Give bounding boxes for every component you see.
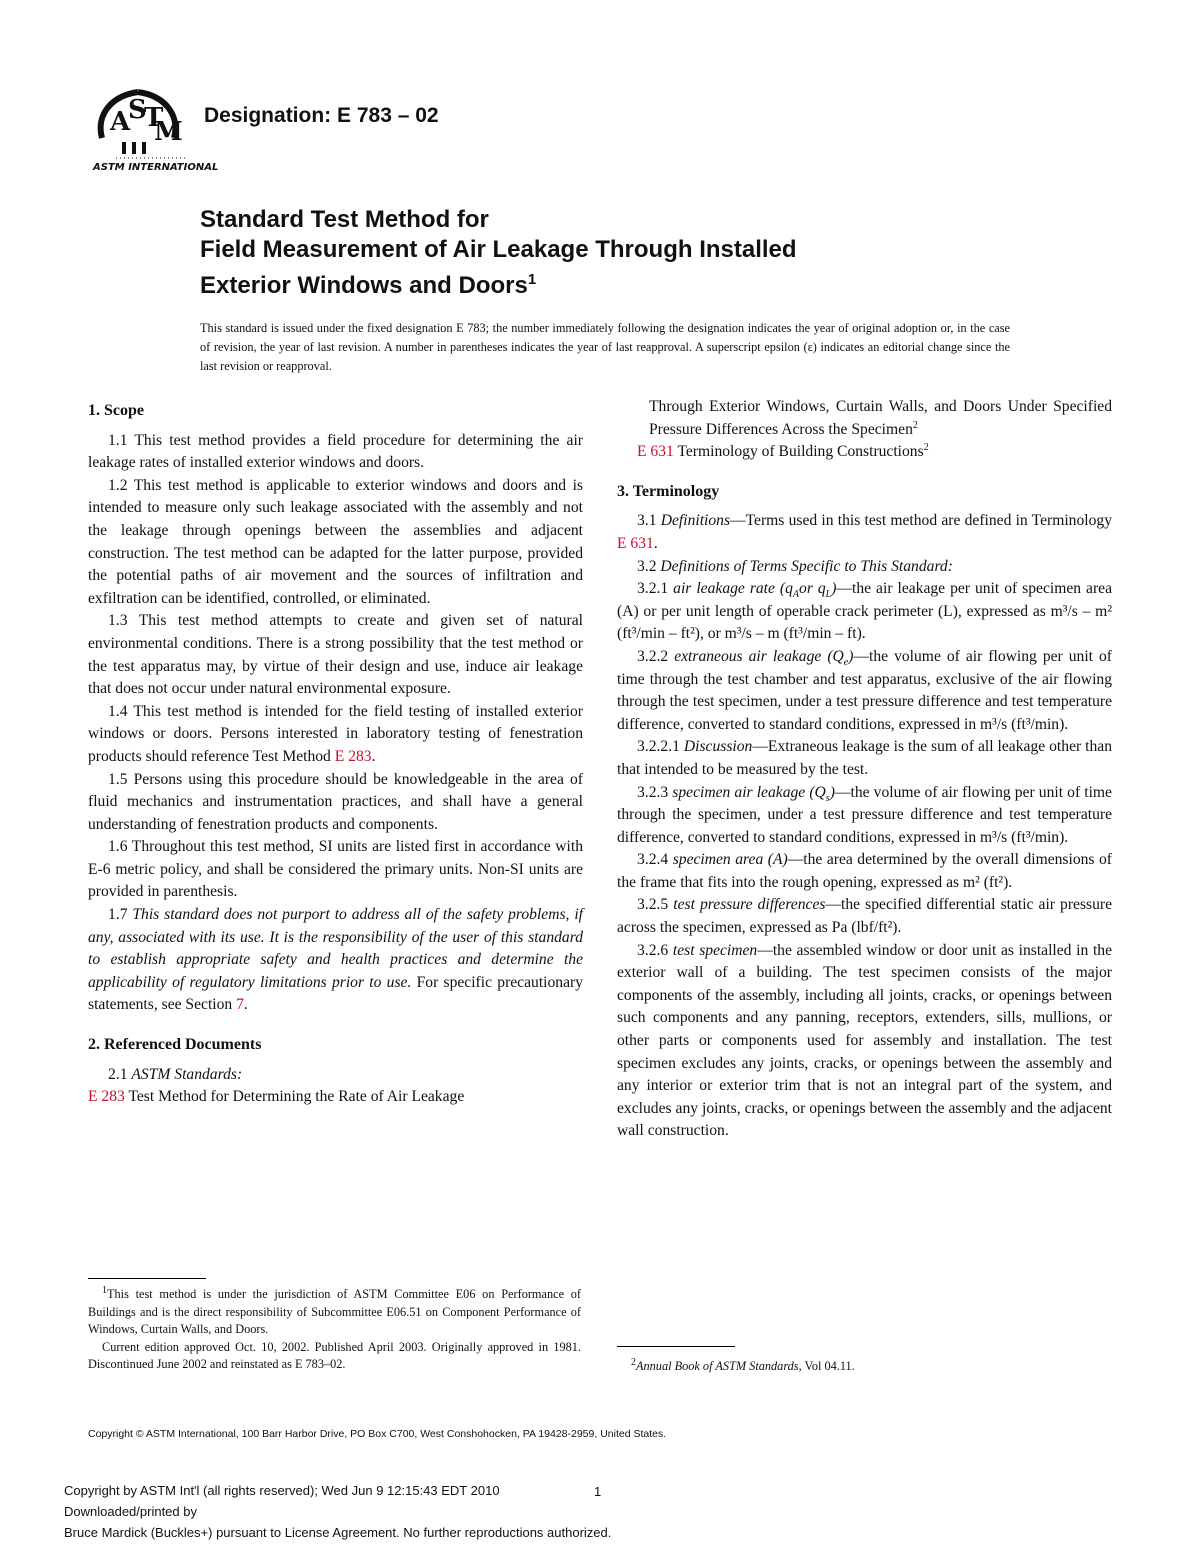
sub-e: e bbox=[843, 657, 849, 669]
title-block bbox=[200, 205, 1100, 301]
para-1-5: 1.5 Persons using this procedure should be knowledgeable in the area of fluid mechanics and instrumentation practices, and shall have a general understanding of fenestration products and components. bbox=[88, 770, 583, 833]
link-e283[interactable]: E 283 bbox=[334, 747, 372, 765]
para-3-2-6-num: 3.2.6 bbox=[637, 941, 673, 959]
para-3-2-3 bbox=[617, 782, 1112, 850]
footnote-2-title: Annual Book of ASTM Standards bbox=[636, 1359, 799, 1373]
copyright-line: Copyright © ASTM International, 100 Barr Harbor Drive, PO Box C700, West Conshohocken, PA 19428-2959, United States. bbox=[88, 1428, 667, 1440]
footnote-2-mark: 2 bbox=[631, 1356, 636, 1368]
footnote-2-text: , Vol 04.11. bbox=[798, 1359, 855, 1373]
title-line-2: Field Measurement of Air Leakage Through Installed bbox=[200, 236, 797, 263]
para-3-2-1 bbox=[617, 578, 1112, 646]
link-e631[interactable]: E 631 bbox=[617, 534, 654, 552]
para-3-2-3-text: —the volume of air flowing per unit of time through the specimen, under a test pressure difference and test temperature difference, converted to standard conditions, expressed in m³/s (ft³/min). bbox=[617, 783, 1112, 846]
para-3-2-2-num: 3.2.2 bbox=[637, 647, 675, 665]
para-3-2-5-text: —the specified differential static air pressure across the specimen, expressed as Pa (lbf/ft²). bbox=[617, 896, 1113, 937]
svg-text:S: S bbox=[128, 95, 147, 125]
ref-e283-line bbox=[88, 1086, 583, 1109]
svg-text:T: T bbox=[144, 103, 164, 133]
ref-e283-link[interactable]: E 283 bbox=[88, 1088, 125, 1106]
footnote-1 bbox=[88, 1286, 581, 1374]
safety-statement: This standard does not purport to address all of the safety problems, if any, associated with its use. It is the responsibility of the user of this standard to establish appropriate safety and health practices and determine the applicability of regulatory limitations prior to use. bbox=[88, 906, 583, 991]
para-3-1-term: Definitions bbox=[660, 512, 731, 530]
para-1-7 bbox=[88, 904, 583, 1017]
para-3-2-5-num: 3.2.5 bbox=[637, 896, 674, 914]
term-close: ) bbox=[848, 647, 854, 665]
para-1-3: 1.3 This test method attempts to create and given set of natural environmental conditions. There is a strong possibility that the test method or the test apparatus may, by virtue of their design and use, induce air leakage that does not occur under natural environmental exposure. bbox=[88, 612, 583, 698]
term-specimen-area: specimen area (A) bbox=[672, 851, 788, 869]
title-line-1: Standard Test Method for bbox=[200, 206, 489, 233]
footnote-rule-right bbox=[617, 1346, 735, 1347]
para-3-2-label: Definitions of Terms Specific to This Standard: bbox=[660, 557, 953, 575]
para-3-2-1-num: 3.2.1 bbox=[637, 580, 674, 598]
para-1-4-text: 1.4 This test method is intended for the field testing of installed exterior windows or doors. Persons interested in laboratory testing of fenestration products should reference Test Method bbox=[88, 702, 583, 765]
para-3-2-5 bbox=[617, 894, 1112, 939]
para-1-2: 1.2 This test method is applicable to exterior windows and doors and is intended to measure only such leakage associated with the assembly and not the leakage through openings between the assemblies and adjacent construction. The test method can be adapted for the latter purpose, provided the potential paths of air movement and the sources of infiltration and exfiltration can be identified, controlled, or eliminated. bbox=[88, 476, 583, 607]
para-3-2-4 bbox=[617, 849, 1112, 894]
para-3-2-4-num: 3.2.4 bbox=[637, 851, 673, 869]
astm-logo bbox=[88, 86, 219, 174]
ref-e631-link[interactable]: E 631 bbox=[637, 443, 674, 461]
svg-text:M: M bbox=[154, 117, 183, 147]
para-3-1-text: —Terms used in this test method are defined in Terminology bbox=[730, 512, 1112, 530]
para-1-4-end: . bbox=[371, 747, 376, 765]
term-air-leakage-rate-text: air leakage rate (q bbox=[673, 580, 793, 598]
footnote-1-edition: Current edition approved Oct. 10, 2002. Published April 2003. Originally approved in 1981. Discontinued June 2002 and reinstated as E 783–02. bbox=[88, 1339, 581, 1371]
footnote-1-text: This test method is under the jurisdiction of ASTM Committee E06 on Performance of Buildings and is the direct responsibility of Subcommittee E06.51 on Component Performance of Windows, Curtain Walls, and Doors. bbox=[88, 1287, 581, 1336]
svg-text:A: A bbox=[110, 107, 131, 137]
logo-text: ASTM INTERNATIONAL bbox=[93, 162, 219, 173]
sub-a: A bbox=[792, 589, 800, 601]
para-3-2-2-1 bbox=[617, 736, 1112, 781]
ref-e631-text: Terminology of Building Constructions bbox=[673, 443, 924, 461]
ref-e631-line bbox=[617, 441, 1112, 464]
footnote-1-mark: 1 bbox=[102, 1284, 107, 1296]
download-line-2: Downloaded/printed by bbox=[64, 1504, 197, 1519]
ref-e283-cont-text: Through Exterior Windows, Curtain Walls, and Doors Under Specified Pressure Differences Across the Specimen bbox=[649, 398, 1112, 438]
page-number: 1 bbox=[594, 1484, 602, 1499]
para-3-1 bbox=[617, 510, 1112, 555]
term-close: ) bbox=[829, 783, 835, 801]
para-1-7-end: . bbox=[243, 996, 248, 1014]
para-2-1 bbox=[88, 1064, 583, 1087]
heading-referenced-documents: 2. Referenced Documents bbox=[88, 1036, 262, 1054]
term-extraneous-text: extraneous air leakage (Q bbox=[674, 647, 844, 665]
download-line-3: Bruce Mardick (Buckles+) pursuant to License Agreement. No further reproductions authorized. bbox=[64, 1525, 612, 1540]
para-3-2-3-num: 3.2.3 bbox=[637, 783, 673, 801]
link-section-7[interactable]: 7 bbox=[236, 996, 244, 1014]
para-3-1-num: 3.1 bbox=[637, 512, 661, 530]
para-1-6: 1.6 Throughout this test method, SI units are listed first in accordance with E-6 metric policy, and shall be considered the primary units. Non-SI units are provided in parenthesis. bbox=[88, 838, 583, 901]
left-column bbox=[88, 396, 583, 1109]
title-footnote-mark: 1 bbox=[527, 271, 537, 288]
footnote-rule-left bbox=[88, 1278, 206, 1279]
term-extraneous-air-leakage bbox=[674, 647, 854, 669]
para-1-4 bbox=[88, 701, 583, 769]
para-2-1-num: 2.1 bbox=[108, 1065, 132, 1083]
intro-paragraph: This standard is issued under the fixed designation E 783; the number immediately following the designation indicates the year of original adoption or, in the case of revision, the year of last revision. A number in parentheses indicates the year of last reapproval. A superscript epsilon (ε) indicates an editorial change since the last revision or reapproval. bbox=[200, 321, 1010, 373]
title-line-3: Exterior Windows and Doors bbox=[200, 272, 528, 299]
term-close: ) bbox=[831, 580, 837, 598]
para-3-2-1-text: —the air leakage per unit of specimen area (A) or per unit length of operable crack perimeter (L), expressed as m³/s – m² (ft³/min – ft²), or m³/s – m (ft³/min – ft). bbox=[617, 580, 1112, 643]
ref-e283-sup: 2 bbox=[912, 419, 918, 431]
para-3-2-2-1-text: —Extraneous leakage is the sum of all leakage other than that intended to be measured by the test. bbox=[617, 738, 1113, 778]
term-specimen-air-leakage bbox=[672, 783, 835, 804]
para-3-2-2 bbox=[617, 646, 1112, 736]
para-1-1: 1.1 This test method provides a field procedure for determining the air leakage rates of installed exterior windows and doors. bbox=[88, 431, 583, 472]
para-3-2-6 bbox=[617, 940, 1112, 1143]
para-1-7-text: For specific precautionary statements, see Section bbox=[88, 973, 583, 1014]
term-or: or q bbox=[799, 580, 826, 598]
para-2-1-label: ASTM Standards: bbox=[131, 1065, 243, 1083]
para-3-2-2-1-num: 3.2.2.1 bbox=[637, 738, 684, 756]
para-3-2-6-text: —the assembled window or door unit as installed in the exterior wall of a building. The test specimen consists of the major components of the assembly, including all joints, cracks, or openings between such components and any panning, receptors, extenders, sills, mullions, or other parts or components used for assembly and installation. The test specimen excludes any joints, cracks, or openings between the assembly and any interior or exterior trim that is not an integral part of the system, and excludes any joints, cracks, or openings between the assembly and the adjacent wall construction. bbox=[617, 941, 1112, 1140]
term-air-leakage-rate bbox=[673, 580, 837, 601]
designation: Designation: E 783 – 02 bbox=[204, 104, 439, 127]
footnote-2 bbox=[617, 1358, 1110, 1376]
sub-l: L bbox=[825, 589, 832, 601]
discussion-label: Discussion bbox=[683, 738, 753, 756]
para-3-2-2-text: —the volume of air flowing per unit of time through the test chamber and test apparatus, exclusive of the air flowing through the test specimen, under a test pressure difference and test temperature difference, converted to standard conditions, expressed in m³/s (ft³/min). bbox=[617, 647, 1112, 733]
term-test-specimen: test specimen bbox=[672, 941, 758, 959]
ref-e631-sup: 2 bbox=[923, 442, 929, 453]
sub-s: s bbox=[825, 792, 830, 804]
para-3-2-4-text: —the area determined by the overall dimensions of the frame that fits into the rough opening, expressed as m² (ft²). bbox=[617, 851, 1112, 891]
para-3-2-num: 3.2 bbox=[637, 557, 661, 575]
heading-scope: 1. Scope bbox=[88, 402, 144, 419]
para-3-2 bbox=[617, 556, 1112, 579]
heading-terminology: 3. Terminology bbox=[617, 482, 720, 500]
para-3-1-end: . bbox=[653, 534, 658, 552]
para-1-7-num: 1.7 bbox=[108, 906, 133, 924]
download-notice bbox=[64, 1480, 611, 1543]
right-column bbox=[617, 396, 1112, 1143]
term-test-pressure-differences: test pressure differences bbox=[673, 896, 826, 914]
term-specimen-air-leakage-text: specimen air leakage (Q bbox=[672, 783, 826, 801]
ref-e283-continuation bbox=[617, 396, 1112, 441]
download-line-1: Copyright by ASTM Int'l (all rights reserved); Wed Jun 9 12:15:43 EDT 2010 bbox=[64, 1483, 500, 1498]
ref-e283-text: Test Method for Determining the Rate of Air Leakage bbox=[124, 1088, 465, 1106]
